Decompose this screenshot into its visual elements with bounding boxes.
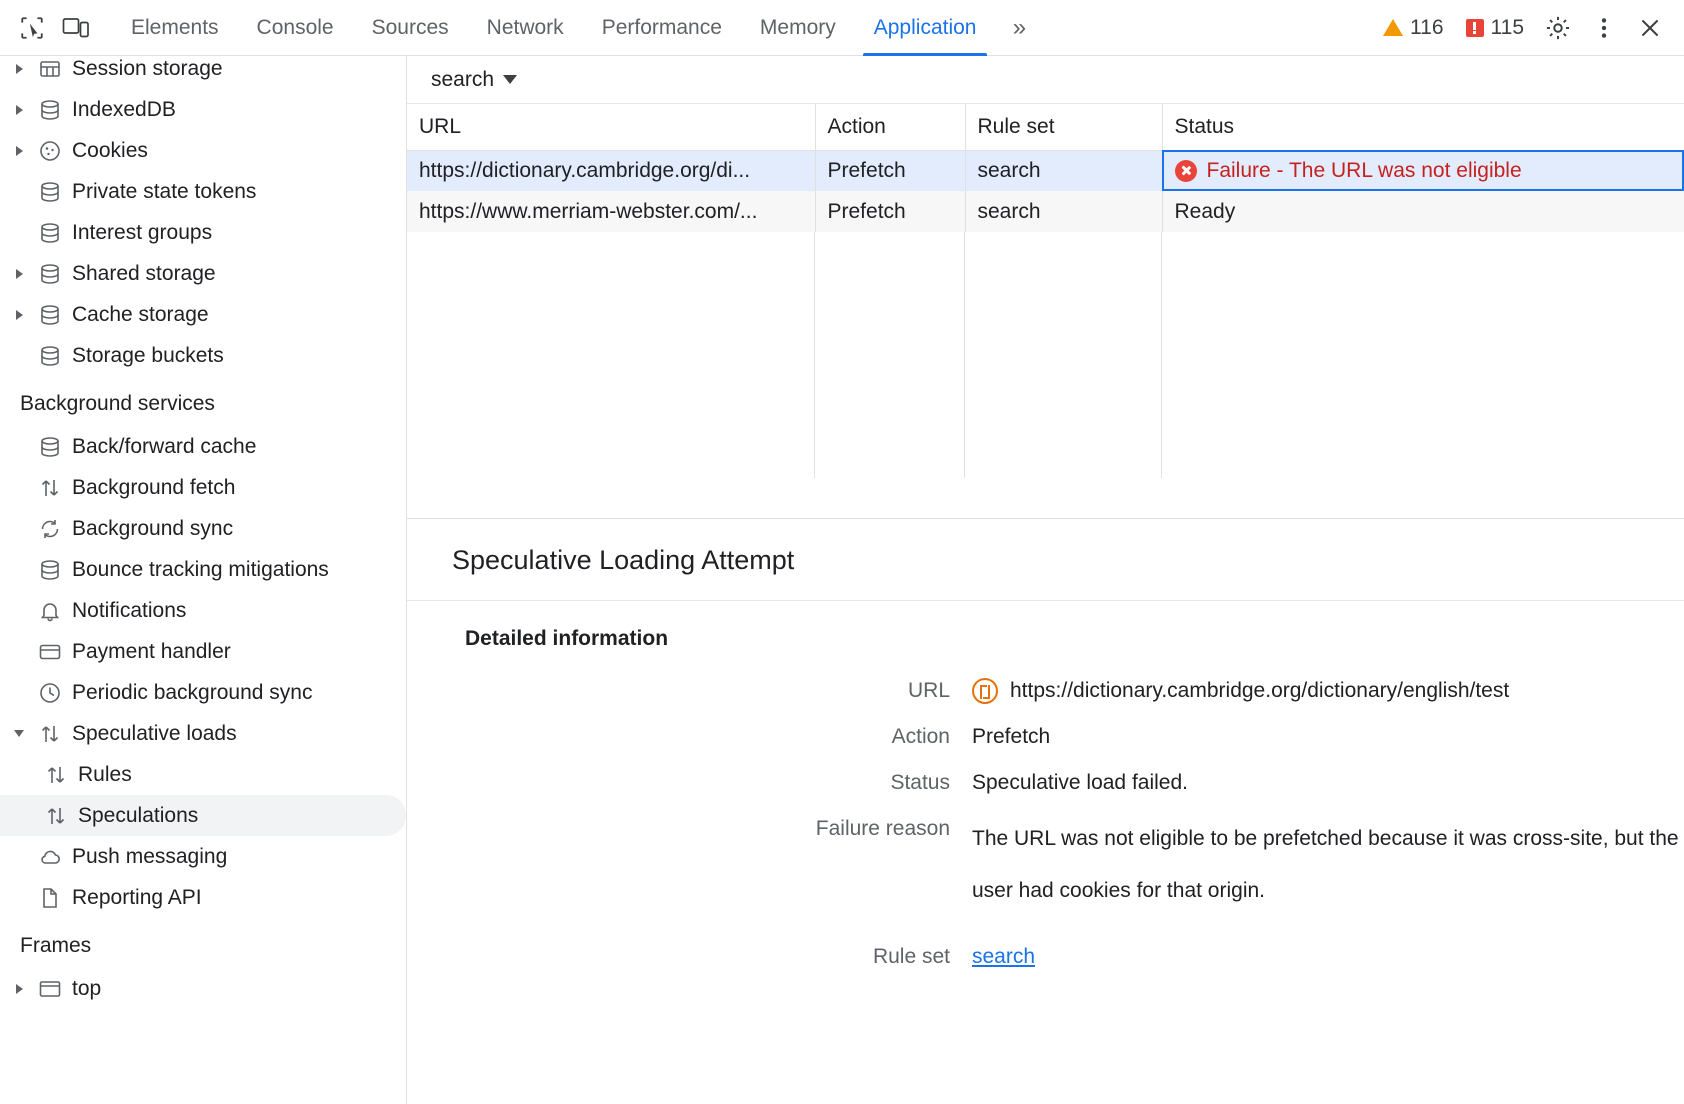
sidebar-item-label: Rules: [78, 762, 132, 786]
devtools-toolbar: [0, 0, 1684, 56]
table-row[interactable]: [407, 191, 1684, 232]
filter-bar: [407, 56, 1684, 104]
table-row[interactable]: [407, 150, 1684, 191]
detail-row-status: [407, 753, 1684, 799]
sidebar-item-label: Periodic background sync: [72, 680, 313, 704]
cell-rule-set[interactable]: search: [965, 191, 1162, 232]
details-pane: [407, 519, 1684, 1104]
tab-memory[interactable]: [741, 0, 855, 56]
sidebar-item-speculative-loads[interactable]: [0, 713, 406, 754]
sidebar-item-shared-storage[interactable]: [0, 253, 406, 294]
detail-key: Failure reason: [815, 817, 950, 840]
chevron-right-icon[interactable]: [6, 984, 32, 994]
sidebar-item-session-storage[interactable]: [0, 56, 406, 89]
sidebar-item-label: Cookies: [72, 138, 148, 162]
error-circle-icon: [1175, 160, 1197, 182]
detail-row-failure-reason: [407, 799, 1684, 917]
tab-label: Performance: [601, 15, 722, 39]
warning-count: 116: [1410, 15, 1444, 39]
close-icon[interactable]: [1628, 6, 1672, 50]
details-title: Speculative Loading Attempt: [407, 519, 1684, 601]
sync-icon: [32, 517, 68, 541]
speculations-table-container[interactable]: [407, 104, 1684, 519]
sidebar-item-label: Back/forward cache: [72, 434, 257, 458]
detail-value: Speculative load failed.: [972, 771, 1188, 794]
warning-icon: [1383, 19, 1403, 36]
arrows-updown-icon: [32, 722, 68, 746]
detail-value: The URL was not eligible to be prefetched because it was cross-site, but the user had cookies for that origin.: [972, 827, 1679, 902]
sidebar-item-label: IndexedDB: [72, 97, 176, 121]
more-tabs-label: »: [1012, 13, 1027, 41]
database-icon: [32, 435, 68, 459]
tab-application[interactable]: [855, 0, 996, 56]
rule-set-filter-dropdown[interactable]: [425, 65, 523, 95]
cell-rule-set[interactable]: search: [965, 150, 1162, 191]
tab-label: Elements: [131, 15, 219, 39]
chevron-down-icon[interactable]: [6, 730, 32, 737]
sidebar-item-indexeddb[interactable]: [0, 89, 406, 130]
more-tabs-icon[interactable]: [995, 0, 1043, 56]
document-icon: [32, 886, 68, 910]
table-header-row: [407, 104, 1684, 150]
database-icon: [32, 558, 68, 582]
sidebar-item-label: Speculations: [78, 803, 199, 827]
tab-label: Application: [873, 15, 977, 39]
tab-label: Console: [256, 15, 334, 39]
detail-value: Prefetch: [972, 725, 1051, 748]
tab-elements[interactable]: [112, 0, 238, 56]
database-icon: [32, 98, 68, 122]
sidebar-item-label: Interest groups: [72, 220, 213, 244]
speculations-table: [407, 104, 1684, 232]
database-icon: [32, 221, 68, 245]
sidebar-item-label: Storage buckets: [72, 343, 224, 367]
detail-url-text: https://dictionary.cambridge.org/dictionary/english/test: [1010, 679, 1510, 702]
detail-key: Status: [890, 771, 950, 794]
sidebar-item-speculations[interactable]: [0, 795, 406, 836]
application-sidebar: [0, 56, 407, 1104]
sidebar-item-label: Shared storage: [72, 261, 216, 285]
sidebar-item-payment-handler[interactable]: [0, 631, 406, 672]
toolbar-right-group: [1373, 6, 1684, 50]
empty-row: [407, 232, 1684, 273]
empty-row: [407, 314, 1684, 355]
sidebar-item-back-forward-cache[interactable]: [0, 426, 406, 467]
chevron-right-icon[interactable]: [6, 105, 32, 115]
prefetch-icon: [972, 678, 998, 704]
rule-set-link[interactable]: search: [972, 945, 1036, 968]
detail-row-rule-set: [407, 917, 1684, 973]
device-toolbar-icon[interactable]: [54, 6, 98, 50]
chevron-right-icon[interactable]: [6, 269, 32, 279]
panel-tabs: [112, 0, 1043, 56]
sidebar-item-label: Notifications: [72, 598, 187, 622]
devtools-body: [0, 56, 1684, 1104]
arrows-updown-icon: [32, 476, 68, 500]
tab-network[interactable]: [468, 0, 583, 56]
sidebar-item-label: Push messaging: [72, 844, 228, 868]
error-icon: [1466, 19, 1484, 37]
sidebar-item-private-state-tokens[interactable]: [0, 171, 406, 212]
chevron-right-icon[interactable]: [6, 64, 32, 74]
sidebar-item-bounce-tracking-mitigations[interactable]: [0, 549, 406, 590]
sidebar-item-label: Background fetch: [72, 475, 236, 499]
sidebar-item-background-fetch[interactable]: [0, 467, 406, 508]
sidebar-item-label: Background sync: [72, 516, 234, 540]
table-empty-area: [407, 232, 1684, 478]
sidebar-item-cache-storage[interactable]: [0, 294, 406, 335]
column-header-status[interactable]: Status: [1162, 104, 1684, 150]
database-icon: [32, 262, 68, 286]
sidebar-item-interest-groups[interactable]: [0, 212, 406, 253]
warning-counter[interactable]: [1373, 8, 1453, 48]
empty-row: [407, 273, 1684, 314]
clock-icon: [32, 681, 68, 705]
detail-value: [972, 941, 1035, 973]
cookie-icon: [32, 139, 68, 163]
gear-icon[interactable]: [1536, 6, 1580, 50]
empty-row: [407, 396, 1684, 437]
details-subtitle: Detailed information: [465, 627, 669, 650]
credit-card-icon: [32, 640, 68, 664]
cloud-icon: [32, 845, 68, 869]
tab-performance[interactable]: [583, 0, 741, 56]
cell-status[interactable]: Ready: [1162, 191, 1684, 232]
chevron-right-icon[interactable]: [6, 146, 32, 156]
sidebar-item-label: Session storage: [72, 56, 223, 80]
tab-console[interactable]: [238, 0, 353, 56]
sidebar-item-label: top: [72, 976, 102, 1000]
sidebar-item-periodic-background-sync[interactable]: [0, 672, 406, 713]
error-counter[interactable]: [1456, 8, 1534, 48]
cell-action[interactable]: Prefetch: [815, 191, 965, 232]
sidebar-item-push-messaging[interactable]: [0, 836, 406, 877]
sidebar-item-background-sync[interactable]: [0, 508, 406, 549]
cell-url[interactable]: https://dictionary.cambridge.org/di...: [407, 150, 815, 191]
cell-action[interactable]: Prefetch: [815, 150, 965, 191]
column-header-action[interactable]: Action: [815, 104, 965, 150]
detail-value: [972, 675, 1509, 707]
sidebar-item-label: Cache storage: [72, 302, 209, 326]
tab-label: Memory: [759, 15, 836, 39]
sidebar-item-cookies[interactable]: [0, 130, 406, 171]
column-header-rule-set[interactable]: Rule set: [965, 104, 1162, 150]
kebab-menu-icon[interactable]: [1582, 6, 1626, 50]
section-title-frames: Frames: [20, 934, 92, 957]
sidebar-item-storage-buckets[interactable]: [0, 335, 406, 376]
bell-icon: [32, 599, 68, 623]
cell-status[interactable]: [1162, 150, 1684, 191]
frame-icon: [32, 977, 68, 1001]
status-text: Failure - The URL was not eligible: [1206, 158, 1522, 182]
arrows-updown-icon: [38, 763, 74, 787]
database-icon: [32, 344, 68, 368]
sidebar-item-top-frame[interactable]: [0, 968, 406, 1009]
sidebar-item-reporting-api[interactable]: [0, 877, 406, 918]
sidebar-item-label: Speculative loads: [72, 721, 237, 745]
empty-row: [407, 437, 1684, 478]
speculations-panel: [407, 56, 1684, 1104]
sidebar-item-label: Payment handler: [72, 639, 231, 663]
sidebar-item-label: Reporting API: [72, 885, 202, 909]
error-count: 115: [1490, 15, 1524, 39]
database-icon: [32, 180, 68, 204]
detail-key: Action: [891, 725, 950, 748]
empty-row: [407, 355, 1684, 396]
inspect-element-icon[interactable]: [10, 6, 54, 50]
detail-key: URL: [907, 679, 950, 702]
arrows-updown-icon: [38, 804, 74, 828]
status-badge: [1175, 159, 1673, 183]
section-title-background-services: Background services: [20, 392, 215, 415]
tab-sources[interactable]: [353, 0, 468, 56]
cell-url[interactable]: https://www.merriam-webster.com/...: [407, 191, 815, 232]
chevron-down-icon: [503, 75, 517, 84]
rule-set-filter-value: search: [431, 67, 495, 91]
database-icon: [32, 303, 68, 327]
tab-label: Sources: [371, 15, 449, 39]
detail-key: Rule set: [872, 945, 950, 968]
sidebar-item-label: Private state tokens: [72, 179, 257, 203]
tab-label: Network: [486, 15, 564, 39]
sidebar-item-rules[interactable]: [0, 754, 406, 795]
detail-row-action: [407, 707, 1684, 753]
sidebar-item-notifications[interactable]: [0, 590, 406, 631]
sidebar-item-label: Bounce tracking mitigations: [72, 557, 329, 581]
chevron-right-icon[interactable]: [6, 310, 32, 320]
detail-row-url: [407, 661, 1684, 707]
column-header-url[interactable]: URL: [407, 104, 815, 150]
table-icon: [32, 57, 68, 81]
